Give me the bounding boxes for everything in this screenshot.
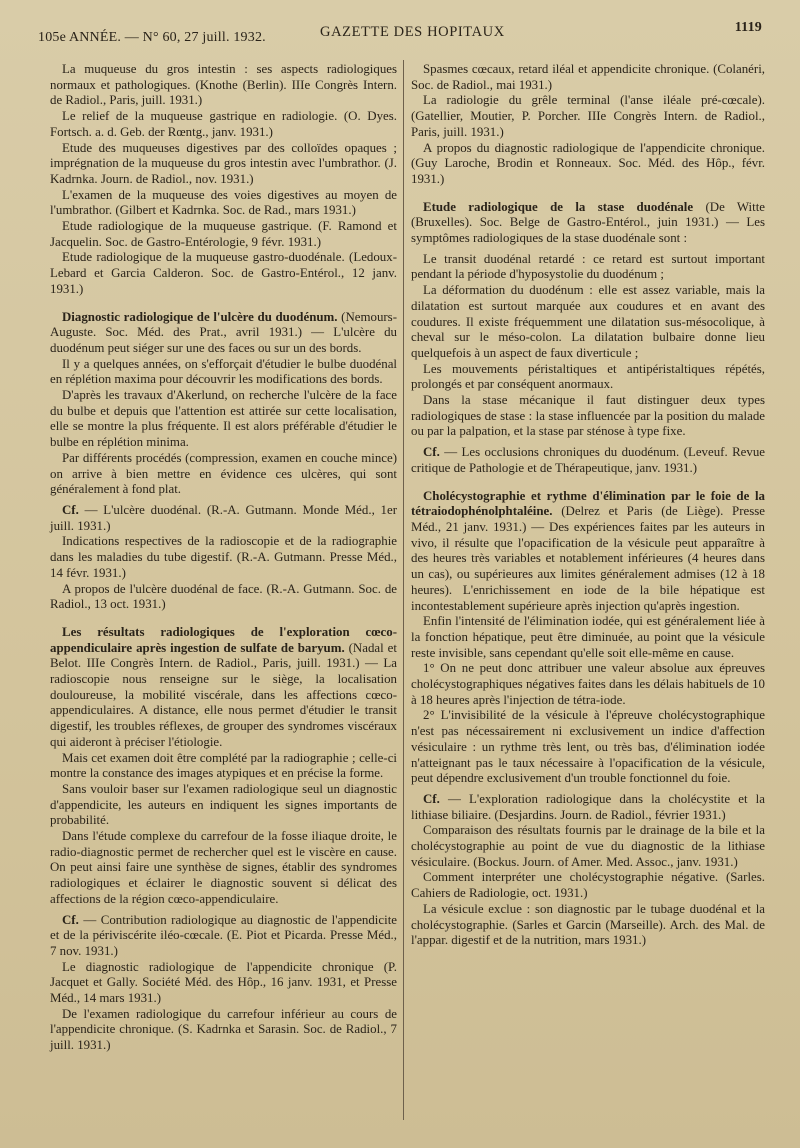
article-text: Les mouvements péristaltiques et antipéristaltiques répétés, prolongés et par conséquent anormaux. <box>411 361 765 392</box>
article-paragraph <box>411 614 765 661</box>
article-paragraph <box>411 792 765 823</box>
article-text: Dans la stase mécanique il faut distinguer deux types radiologiques de stase : la stase influencée par la position du malade ou par la palpation, et la stase par sténose à type fixe. <box>411 393 765 439</box>
article-text: Il y a quelques années, on s'efforçait d'étudier le bulbe duodénal en réplétion maxima pour découvrir les modifications des bords. <box>50 356 397 387</box>
article-paragraph <box>50 534 397 581</box>
article-text: — L'exploration radiologique dans la cholécystite et la lithiase biliaire. (Desjardins. Journ. de Radiol., février 1931.) <box>411 791 765 822</box>
article-paragraph <box>50 219 397 250</box>
column-divider <box>403 60 404 1120</box>
article-text: A propos du diagnostic radiologique de l'appendicite chronique. (Guy Laroche, Brodin et Ronneaux. Soc. Méd. des Hôp., févr. 1931.) <box>411 140 765 186</box>
article-paragraph <box>411 393 765 440</box>
article-paragraph <box>411 362 765 393</box>
article-text: D'après les travaux d'Akerlund, on recherche l'ulcère de la face du bulbe et depuis que l'attention est attirée sur cette localisation, elle se montre la plus fréquente. Il est alors préférable d'étudier le bulbe en réplétion minima. <box>50 388 397 450</box>
article-heading: Cf. <box>423 791 440 806</box>
article-paragraph <box>50 188 397 219</box>
article-text: La déformation du duodénum : elle est assez variable, mais la dilatation est surtout marquée aux coudures et en avant des coudures. Il existe fréquemment une dilatation sus-mésocolique, à cheval sur le méso-colon. La dilatation bulbaire donne lieu quelquefois à un aspect de faux diverticule ; <box>411 283 765 360</box>
article-paragraph <box>50 310 397 357</box>
article-paragraph <box>411 141 765 188</box>
right-column <box>411 62 765 949</box>
article-paragraph <box>50 782 397 829</box>
article-text: (Nemours-Auguste. Soc. Méd. des Prat., avril 1931.) — L'ulcère du duodénum peut siéger sur une des faces ou sur un des bords. <box>50 309 397 355</box>
article-text: A propos de l'ulcère duodénal de face. (R.-A. Gutmann. Soc. de Radiol., 13 oct. 1931.) <box>50 581 397 612</box>
article-text: Le transit duodénal retardé : ce retard est surtout important pendant la période d'hyposystolie du duodénum ; <box>411 251 765 282</box>
article-paragraph <box>411 283 765 362</box>
article-text: Comment interpréter une cholécystographie négative. (Sarles. Cahiers de Radiologie, oct. 1931.) <box>411 870 765 901</box>
article-paragraph <box>50 141 397 188</box>
article-paragraph <box>50 357 397 388</box>
article-paragraph <box>411 902 765 949</box>
article-paragraph <box>411 870 765 901</box>
running-header <box>38 20 762 48</box>
article-text: Dans l'étude complexe du carrefour de la fosse iliaque droite, le radio-diagnostic permet de rechercher quel est le viscère en cause. On peut ainsi faire une synthèse de signes, établir des syndromes radiologiques et éclairer le diagnostic souvent si délicat des affections de la région cœco-appendiculaire. <box>50 829 397 906</box>
article-text: Sans vouloir baser sur l'examen radiologique seul un diagnostic d'appendicite, les auteurs en indiquent les signes importants de probabilité. <box>50 781 397 828</box>
article-paragraph <box>50 829 397 908</box>
article-text: — Les occlusions chroniques du duodénum. (Leveuf. Revue critique de Pathologie et de Thérapeutique, janv. 1931.) <box>411 445 765 475</box>
article-paragraph <box>411 661 765 708</box>
article-text: — L'ulcère duodénal. (R.-A. Gutmann. Monde Méd., 1er juill. 1931.) <box>50 502 397 533</box>
article-text: La radiologie du grêle terminal (l'anse iléale pré-cœcale). (Gatellier, Moutier, P. Porcher. IIIe Congrès Intern. de Radiol., Paris, juill. 1931.) <box>411 93 765 139</box>
article-paragraph <box>50 1007 397 1054</box>
article-heading: Etude radiologique de la stase duodénale <box>423 199 694 214</box>
page-number: 1119 <box>734 20 762 35</box>
article-text: Mais cet examen doit être complété par la radiographie ; celle-ci montre la constance des images atypiques et en précise la forme. <box>50 750 397 781</box>
article-text: Comparaison des résultats fournis par le drainage de la bile et la cholécystographie au point de vue du diagnostic de la lithiase vésiculaire. (Bockus. Journ. of Amer. Med. Assoc., janv. 1931.) <box>411 823 765 869</box>
article-heading: Cf. <box>423 445 440 460</box>
article-text: (Delrez et Paris (de Liège). Presse Méd., 21 janv. 1931.) — Des expériences faites par les auteurs in vivo, il résulte que l'opacification de la vésicule peut apparaître à des heures très variables et notablement inférieures (4 heures dans un cas), ou supérieures aux limites généralement admises (12 à 18 heures). L'enrichissement en iode de la bile hépatique est incontestablement supérieure après injection qu'après ingestion. <box>411 504 765 613</box>
article-text: Etude radiologique de la muqueuse gastrique. (F. Ramond et Jacquelin. Soc. de Gastro-Entérologie, 9 févr. 1931.) <box>50 219 397 249</box>
article-paragraph <box>50 109 397 140</box>
article-text: Spasmes cœcaux, retard iléal et appendicite chronique. (Colanéri, Soc. de Radiol., mai 1931.) <box>411 62 765 92</box>
article-paragraph <box>411 252 765 283</box>
article-text: De l'examen radiologique du carrefour inférieur au cours de l'appendicite chronique. (S. Kadrnka et Sarasin. Soc. de Radiol., 7 juill. 1931.) <box>50 1006 397 1053</box>
article-paragraph <box>50 388 397 451</box>
left-column <box>50 62 397 1054</box>
article-text: (Nadal et Belot. IIIe Congrès Intern. de Radiol., Paris, juill. 1931.) — La radioscopie nous renseigne sur le siège, la localisation douloureuse, la mobilité viscérale, dans les affections cœco-appendiculaires. A distance, elle nous permet d'étudier le transit digestif, les troubles réflexes, de grouper des syndromes viscéraux qui aideront à préciser l'étiologie. <box>50 640 397 749</box>
article-paragraph <box>50 451 397 498</box>
article-paragraph <box>50 913 397 960</box>
article-heading: Diagnostic radiologique de l'ulcère du duodénum. <box>62 309 338 324</box>
article-text: L'examen de la muqueuse des voies digestives au moyen de l'umbrathor. (Gilbert et Kadrnka. Soc. de Rad., mars 1931.) <box>50 187 397 218</box>
article-text: 2° L'invisibilité de la vésicule à l'épreuve cholécystographique n'est pas nécessairement ni exclusivement un indice d'affection vésiculaire : un rythme très lent, ou très bas, d'élimination iodée n'atteignant pas le taux nécessaire à l'opacification de la vésicule, peut dépendre exclusivement d'un trouble fonctionnel du foie. <box>411 708 765 786</box>
article-text: Etude radiologique de la muqueuse gastro-duodénale. (Ledoux-Lebard et Garcia Calderon. Soc. de Gastro-Entérol., 12 janv. 1931.) <box>50 250 397 296</box>
article-heading: Cholécystographie et rythme d'élimination par le foie de la tétraiodophénolphtaléine. <box>411 488 765 519</box>
article-text: La vésicule exclue : son diagnostic par le tubage duodénal et la cholécystographie. (Sarles et Garcin (Marseille). Arch. des Mal. de l'appar. digestif et de la nutrition, mars 1931.) <box>411 901 765 948</box>
journal-title: GAZETTE DES HOPITAUX <box>320 24 505 40</box>
article-text: Etude des muqueuses digestives par des colloïdes opaques ; imprégnation de la muqueuse du gros intestin avec l'umbrathor. (J. Kadrnka. Journ. de Radiol., nov. 1931.) <box>50 140 397 186</box>
article-paragraph <box>50 625 397 751</box>
article-text: Le relief de la muqueuse gastrique en radiologie. (O. Dyes. Fortsch. a. d. Geb. der Rœntg., janv. 1931.) <box>50 109 397 139</box>
article-paragraph <box>411 823 765 870</box>
article-paragraph <box>50 960 397 1007</box>
article-text: Indications respectives de la radioscopie et de la radiographie dans les maladies du tube digestif. (R.-A. Gutmann. Presse Méd., 14 févr. 1931.) <box>50 534 397 580</box>
article-paragraph <box>411 200 765 247</box>
issue-line: 105e ANNÉE. — N° 60, 27 juill. 1932. <box>38 30 266 45</box>
article-paragraph <box>411 445 765 476</box>
article-paragraph <box>411 93 765 140</box>
article-text: Enfin l'intensité de l'élimination iodée, qui est généralement liée à la fonction hépatique, peut être diminuée, au point que la vésicule reste invisible, sans cependant qu'elle soit elle-même en cause. <box>411 614 765 660</box>
article-text: Par différents procédés (compression, examen en couche mince) on arrive à bien mettre en évidence ces ulcères, qui sont généralement à fond plat. <box>50 450 397 497</box>
article-paragraph <box>411 62 765 93</box>
article-text: — Contribution radiologique au diagnostic de l'appendicite et de la périviscérite iléo-cœcale. (E. Piot et Picarda. Presse Méd., 7 nov. 1931.) <box>50 912 397 958</box>
article-heading: Les résultats radiologiques de l'exploration cœco-appendiculaire après ingestion de sulfate de baryum. <box>50 624 397 655</box>
article-paragraph <box>50 582 397 613</box>
article-heading: Cf. <box>62 502 79 517</box>
article-heading: Cf. <box>62 912 79 927</box>
article-paragraph <box>50 751 397 782</box>
article-paragraph <box>50 503 397 534</box>
article-text: La muqueuse du gros intestin : ses aspects radiologiques normaux et pathologiques. (Knothe (Berlin). IIIe Congrès Intern. de Radiol., Paris, juill. 1931.) <box>50 62 397 108</box>
article-paragraph <box>411 489 765 615</box>
article-text: 1° On ne peut donc attribuer une valeur absolue aux épreuves cholécystographiques négatives faites dans les délais habituels de 10 à 18 heures après l'injection de tétra-iode. <box>411 661 765 707</box>
article-text: Le diagnostic radiologique de l'appendicite chronique (P. Jacquet et Gally. Société Méd. des Hôp., 16 janv. 1931, et Presse Méd., 14 mars 1931.) <box>50 959 397 1006</box>
article-paragraph <box>411 708 765 787</box>
article-paragraph <box>50 250 397 297</box>
article-paragraph <box>50 62 397 109</box>
article-text: (De Witte (Bruxelles). Soc. Belge de Gastro-Entérol., juin 1931.) — Les symptômes radiologiques de la stase duodénale sont : <box>411 199 766 246</box>
